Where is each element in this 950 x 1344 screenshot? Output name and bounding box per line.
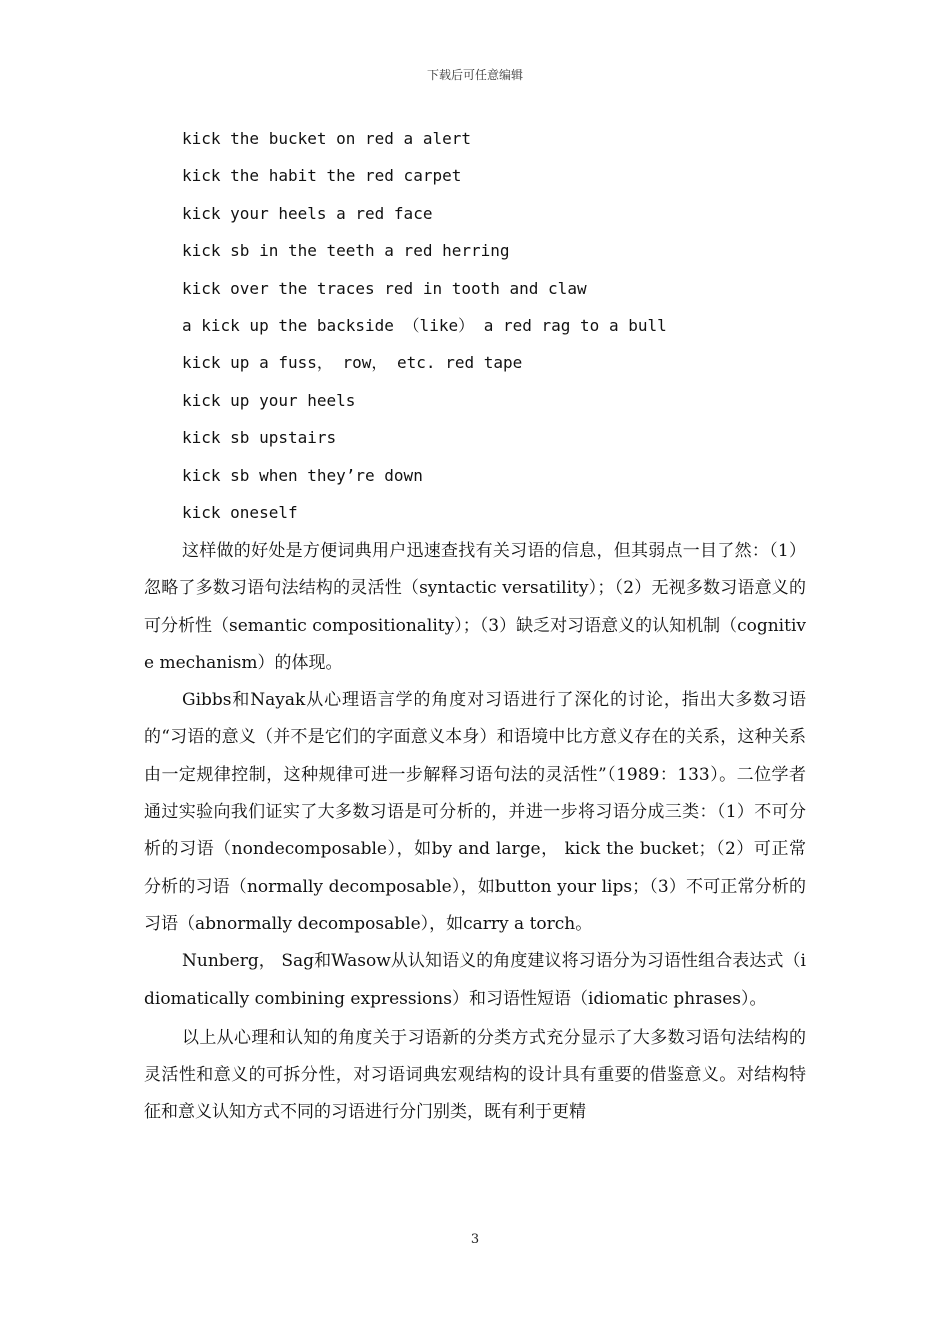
paragraph-nunberg: Nunberg， Sag和Wasow从认知语义的角度建议将习语分为习语性组合表达式（idiomatically combining expressions）和习语性短语（idiomatic phrases）。 <box>144 951 806 1009</box>
page-header: 下载后可任意编辑 <box>426 68 523 82</box>
paragraph-gibbs-nayak: Gibbs和Nayak从心理语言学的角度对习语进行了深化的讨论，指出大多数习语的“习语的意义（并不是它们的字面意义本身）和语境中比方意义存在的关系，这种关系由一定规律控制，这种规律可进一步解释习语句法的灵活性”（1989：133）。二位学者通过实验向我们证实了大多数习语是可分析的，并进一步将习语分成三类：（1）不可分析的习语（nondecomposable），如by and large， kick the bucket；（2）可正常分析的习语（normally decomposable），如button your lips；（3）不可正常分析的习语（abnormally decomposable），如carry a torch。 <box>144 690 806 934</box>
list-item: kick the habit the red carpet <box>182 166 462 186</box>
list-item: kick up a fuss， row， etc. red tape <box>182 353 523 373</box>
list-item: a kick up the backside （like） a red rag to a bull <box>182 315 667 335</box>
list-item: kick sb in the teeth a red herring <box>182 241 510 261</box>
list-item: kick over the traces red in tooth and claw <box>182 278 587 298</box>
list-item: kick your heels a red face <box>182 203 433 223</box>
list-item: kick sb upstairs <box>182 428 337 448</box>
list-item: kick the bucket on red a alert <box>182 129 471 148</box>
list-item: kick up your heels <box>182 390 356 410</box>
body-text <box>144 533 806 1132</box>
paragraph-drawbacks: 这样做的好处是方便词典用户迅速查找有关习语的信息，但其弱点一目了然：（1）忽略了多数习语句法结构的灵活性（syntactic versatility）；（2）无视多数习语意义的可分析性（semantic compositionality）；（3）缺乏对习语意义的认知机制（cognitive mechanism）的体现。 <box>144 541 806 673</box>
list-item: kick sb when they’re down <box>182 465 423 485</box>
page-number: 3 <box>470 1232 480 1247</box>
idiom-list <box>182 124 822 535</box>
list-item: kick oneself <box>182 502 298 522</box>
paragraph-conclusion: 以上从心理和认知的角度关于习语新的分类方式充分显示了大多数习语句法结构的灵活性和意义的可拆分性，对习语词典宏观结构的设计具有重要的借鉴意义。对结构特征和意义认知方式不同的习语进行分门别类，既有利于更精 <box>144 1027 806 1123</box>
